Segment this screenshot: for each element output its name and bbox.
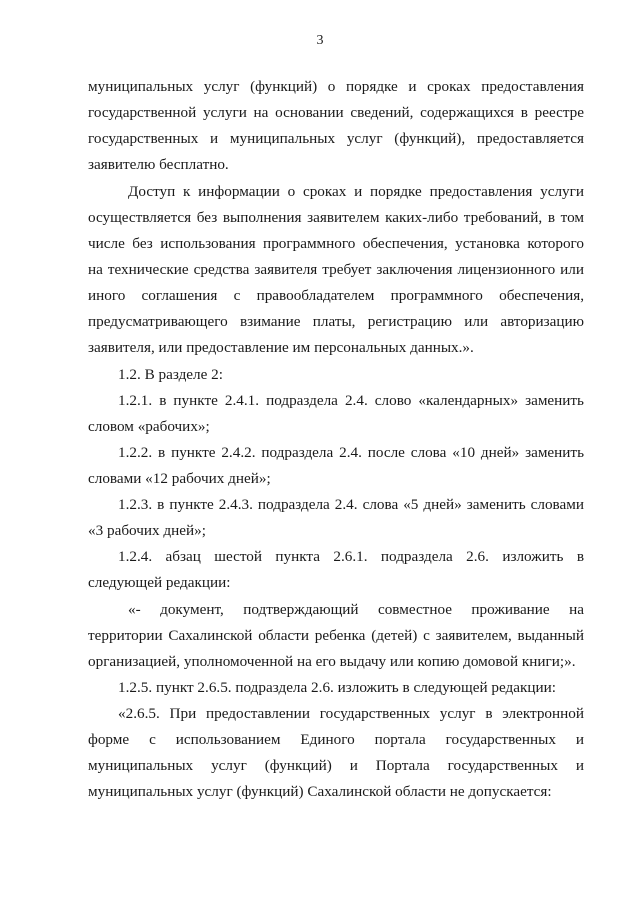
- text-line: предусматривающего взимание платы, регистрацию или авторизацию: [88, 313, 584, 330]
- text-line: 1.2.1. в пункте 2.4.1. подраздела 2.4. слово «календарных» заменить: [118, 392, 584, 409]
- text-line: муниципальных услуг (функций) Сахалинской области не допускается:: [88, 783, 552, 800]
- text-line: словами «12 рабочих дней»;: [88, 470, 271, 487]
- text-line: «2.6.5. При предоставлении государственных услуг в электронной: [118, 705, 584, 722]
- text-line: муниципальных услуг (функций) о порядке и сроках предоставления: [88, 78, 584, 95]
- text-line: муниципальных услуг (функций) и Портала государственных и: [88, 757, 584, 774]
- text-line: 1.2.3. в пункте 2.4.3. подраздела 2.4. слова «5 дней» заменить словами: [118, 496, 584, 513]
- text-line: заявителя, или предоставление им персональных данных.».: [88, 339, 474, 356]
- text-line: числе без использования программного обеспечения, установка которого: [88, 235, 584, 252]
- text-line: на технические средства заявителя требует заключения лицензионного или: [88, 261, 584, 278]
- text-line: территории Сахалинской области ребенка (детей) с заявителем, выданный: [88, 627, 584, 644]
- text-line: словом «рабочих»;: [88, 418, 210, 435]
- text-line: организацией, уполномоченной на его выдачу или копию домовой книги;».: [88, 653, 576, 670]
- page-number: 3: [316, 33, 324, 48]
- text-line: 1.2. В разделе 2:: [118, 366, 223, 383]
- text-line: 1.2.5. пункт 2.6.5. подраздела 2.6. изложить в следующей редакции:: [118, 679, 556, 696]
- text-line: заявителю бесплатно.: [88, 156, 229, 173]
- text-line: осуществляется без выполнения заявителем каких-либо требований, в том: [88, 209, 584, 226]
- text-line: следующей редакции:: [88, 574, 231, 591]
- text-line: 1.2.4. абзац шестой пункта 2.6.1. подраздела 2.6. изложить в: [118, 548, 584, 565]
- text-line: государственной услуги на основании сведений, содержащихся в реестре: [88, 104, 584, 121]
- text-line: государственных и муниципальных услуг (функций), предоставляется: [88, 130, 584, 147]
- text-line: 1.2.2. в пункте 2.4.2. подраздела 2.4. после слова «10 дней» заменить: [118, 444, 584, 461]
- text-line: Доступ к информации о сроках и порядке предоставления услуги: [128, 183, 584, 200]
- text-line: форме с использованием Единого портала государственных и: [88, 731, 584, 748]
- text-line: иного соглашения с правообладателем программного обеспечения,: [88, 287, 584, 304]
- text-line: «3 рабочих дней»;: [88, 522, 206, 539]
- text-line: «- документ, подтверждающий совместное проживание на: [128, 601, 584, 618]
